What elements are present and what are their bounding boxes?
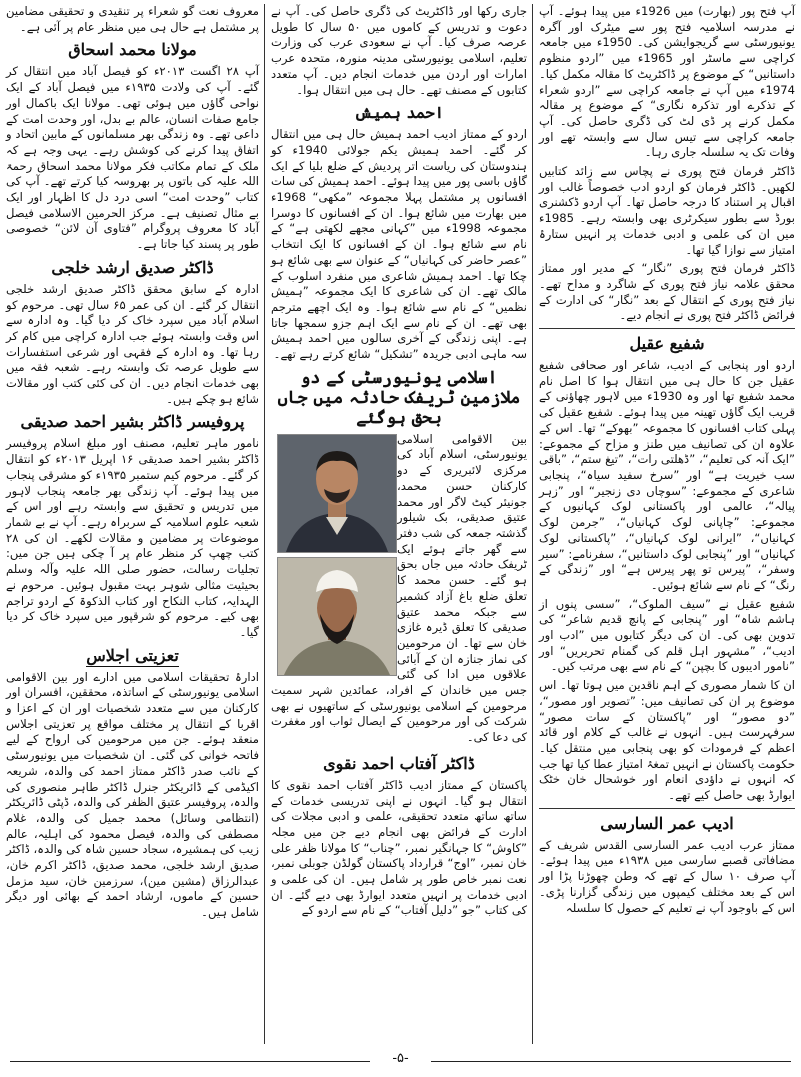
section-heading: ڈاکٹر صدیق ارشد خلجی [51,257,214,277]
section-heading: ادیب عمر السارسی [600,813,734,833]
section-heading: ڈاکٹر آفتاب احمد نقوی [323,753,475,773]
portrait-man-2-image [278,558,396,675]
paragraph: ممتاز عرب ادیب عمر السارسی القدس شریف کے مضافاتی قصبے سارسی میں ۱۹۳۸ء میں پیدا ہوئے۔ آپ صرف ۱۰ سال کے تھے کہ وطن چھوڑنا پڑا اور اس کے بعد مختلف کیمپوں میں زندگی گزارنا پڑی۔ اس کے باوجود آپ نے تعلیم کے حصول کا سلسلہ [539,837,795,915]
paragraph: ڈاکٹر فرمان فتح پوری نے پچاس سے زائد کتابیں لکھیں۔ ڈاکٹر فرمان کو اردو ادب خصوصاً غالب اور اقبال پر استناد کا درجہ حاصل تھا۔ آپ اردو ڈکشنری بورڈ سے بطور سیکرٹری بھی وابستہ رہے۔ 1985ء میں ان کی علمی و ادبی خدمات پر انہیں ستارۂ امتیاز سے نوازا گیا تھا۔ [539,164,795,257]
page-footer [0,1047,801,1077]
paragraph: ادارہ کے سابق محقق ڈاکٹر صدیق ارشد خلجی انتقال کر گئے۔ ان کی عمر ۶۵ سال تھی۔ مرحوم کو اسلام آباد میں سپرد خاک کر دیا گیا۔ وہ ادارہ سے اس وقت وابستہ ہوئے جب ادارہ کراچی میں کام کر رہا تھا۔ وہ ادارہ کے فقہی اور شرعی استفسارات سے طویل عرصہ تک وابستہ رہے۔ شعبہ فقہ میں بھی خدمات انجام دیں۔ ان کی کئی کتب اور مقالات شائع ہو چکے ہیں۔ [6,281,260,406]
paragraph: اردو اور پنجابی کے ادیب، شاعر اور صحافی شفیع عقیل جن کا حال ہی میں انتقال ہوا کا اصل نام محمد شفیع تھا اور وہ 1930ء میں لاہور چھاؤنی کے قریب ایک گاؤں تھینہ میں پیدا ہوئے۔ شفیع عقیل کی پہلی کتاب افسانوں کا مجموعہ ”بھوکے“ تھا۔ اس کے علاوہ ان کی تصانیف میں طنز و مزاح کے مجموعے: ”ایک آنہ کی تعلیم“، ”ڈھلتی رات“، ”تیغ ستم“، ”باقی سب خیریت ہے“ اور ”سرخ سفید سیاہ“، پنجابی شاعری کے مجموعے: ”سوچاں دی زنجیر“ اور ”زہر پیالہ“، عالمی اور پاکستانی لوک کہانیوں کے مجموعے: ”چاپانی لوک کہانیاں“، ”جرمن لوک کہانیاں“، ”ایرانی لوک کہانیاں“، ”پاکستانی لوک کہانیاں“ اور ”پنجابی لوک داستانیں“، سفرنامے: ”سیر وسفر“، ”پیرس تو پھر پیرس ہے“ اور ”زندگی کے رنگ“ کے نام سے شائع ہوئیں۔ [539,358,795,592]
paragraph: شفیع عقیل نے ”سیف الملوک“، ”سسی پنوں از ہاشم شاہ“ اور ”پنجابی کے پانچ قدیم شاعر“ کی تدوین بھی کی۔ ان کی دیگر کتابوں میں ”ادب اور ادیب“، ”مشہور اہل قلم کی گمنام تحریریں“ اور ”نامور ادیبوں کا بچپن“ کے نام سے بھی مرتب کیں۔ [539,596,795,674]
paragraph: اردو کے ممتاز ادیب احمد ہمیش حال ہی میں انتقال کر گئے۔ احمد ہمیش یکم جولائی 1940ء کو ہندوستان کی ریاست اتر پردیش کے ضلع بلیا کے ایک گاؤں باسی پور میں پیدا ہوئے۔ احمد ہمیش کی سات افسانوں پر مشتمل پہلا مجموعہ ”مکھی“ 1968ء میں بھارت میں شائع ہوا۔ ان کے افسانوں کا دوسرا مجموعہ 1998ء میں ”کہانی مجھے لکھتی ہے“ کے نام سے شائع ہوا۔ ان کے افسانوں کا ایک انتخاب ”عصر حاضر کی کہانیاں“ کے عنوان سے بھی شائع ہو چکا تھا۔ احمد ہمیش شاعری میں منفرد اسلوب کے مالک تھے۔ ان کی شاعری کا ایک مجموعہ ”ہمیش نظمیں“ کے نام سے شائع ہوا۔ وہ ایک اچھے مترجم بھی تھے۔ ان کے نام سے ایک اہم جزو سمجھا جاتا ہے۔ اپنی زندگی کے آخری سالوں میں احمد ہمیش سہ ماہی ادبی جریدہ ”تشکیل“ شائع کرتے رہے تھے۔ [271,127,527,362]
paragraph: نامور ماہر تعلیم، مصنف اور مبلغ اسلام پروفیسر ڈاکٹر بشیر احمد صدیقی ۱۶ اپریل ۲۰۱۳ء کو انتقال کر گئے۔ مرحوم کیم ستمبر ۱۹۳۵ء کو مشرقی پنجاب میں پیدا ہوئے۔ آپ زندگی بھر جامعہ پنجاب لاہور میں تدریس و تحقیق سے وابستہ رہے اور اس کے شعبہ علوم اسلامیہ کے سربراہ رہے۔ آپ نے بے شمار موضوعات پر مضامین و مقالات لکھے۔ ان کی ۲۸ کتب چھپ کر منظر عام پر آ چکی ہیں جن میں: تجلیات رسالت، حضور صلی اللہ علیہ وآلہ وسلم بحیثیت مثالی شوہر بہت مقبول ہوئیں۔ مرحوم نے الہدایہ، کتاب النکاح اور کتاب الذکوۃ کے اردو تراجم بھی کیے۔ مرحوم کو شرقپور میں سپرد خاک کر دیا گیا۔ [6,436,260,639]
paragraph: ڈاکٹر فرمان فتح پوری ”نگار“ کے مدیر اور ممتاز محقق علامہ نیاز فتح پوری کے شاگرد و مداح تھے۔ نیاز فتح پوری کے انتقال کے بعد ”نگار“ کی ادارت کے فرائض ڈاکٹر فتح پوری نے انجام دیے۔ [539,261,795,323]
section-heading-text: تعزیتی اجلاس [86,645,179,665]
paragraph: آپ ۲۸ اگست ۲۰۱۳ء کو فیصل آباد میں انتقال کر گئے۔ آپ کی ولادت ۱۹۳۵ء میں فیصل آباد کے ایک نواحی گاؤں میں ہوئی تھی۔ مولانا ایک باکمال اور جامع صفات انسان، عالم بے بدل، اور وحدت امت کے داعی تھے۔ وہ زندگی بھر مسلمانوں کے مابین اتحاد و اتفاق پیدا کرنے کی کوشش رہے۔ یہی وجہ ہے کہ ملک کے تمام مکاتب فکر مولانا محمد اسحاق رحمۃ اللہ علیہ کی باتوں پر بھروسہ کیا کرتے تھے۔ آپ کی کتاب ”وحدت امت“ اسی درد دل کا اظہار اور ایک بے مثال تصنیف ہے۔ مرکز الحرمین الاسلامی فیصل آباد کا معروف پروگرام ”فتاوی آن لائن“ خصوصی طور پر پسند کیا جاتا ہے۔ [6,64,260,252]
portrait-man-1-image [278,435,396,552]
portrait-photo [277,434,397,553]
page-number: -۵- [392,1051,409,1066]
photo-group [277,434,397,680]
column-middle [265,4,533,1044]
paragraph: معروف نعت گو شعراء پر تنقیدی و تحقیقی مضامین پر مشتمل ہے حال ہی میں منظر عام پر آئی ہے۔ [6,4,259,34]
section-heading: اسلامی یونیورسٹی کے دو ملازمین ٹریفک حادثہ میں جاں بحق ہوگئے [277,367,521,428]
section-heading [6,646,259,666]
paragraph: آپ فتح پور (بھارت) میں 1926ء میں پیدا ہوئے۔ آپ نے مدرسہ اسلامیہ فتح پور سے میٹرک اور آگرہ یونیورسٹی سے گریجوایشن کی۔ 1950ء میں جامعہ کراچی سے ماسٹر اور 1965ء میں ”اردو منظوم داستانیں“ کے موضوع پر ڈاکٹریٹ کا مقالہ مکمل کیا۔ 1974ء میں آپ نے جامعہ کراچی سے ”اردو شعراء کے تذکرے اور تذکرہ نگاری“ کے موضوع پر مقالہ مکمل کرنے پر ڈی لٹ کی ڈگری حاصل کی۔ آپ جامعہ کراچی سے تیس سال سے وابستہ تھے اور وفات تک یہ سلسلہ جاری رہا۔ [539,4,795,160]
section-heading: پروفیسر ڈاکٹر بشیر احمد صدیقی [20,412,245,432]
divider [539,328,795,329]
paragraph: ان کا شمار مصوری کے اہم ناقدین میں ہوتا تھا۔ اس موضوع پر ان کی تصانیف میں: ”تصویر اور مصور“، ”دو مصور“ اور ”پاکستان کے سات مصور“ سرفہرست ہیں۔ انہوں نے غالب کے کلام اور قائد اعظم کے فرمودات کو بھی پنجابی میں منتقل کیا۔ حکومت پاکستان نے انہیں تمغۂ امتیاز عطا کیا تھا جب کہ انہوں نے داؤدی انعام اور خوشحال خان خٹک ایوارڈ بھی حاصل کیے تھے۔ [539,678,795,803]
section-heading: مولانا محمد اسحاق [68,40,197,60]
section-heading: شفیع عقیل [629,334,705,354]
divider [539,808,795,809]
paragraph: بین الاقوامی اسلامی یونیورسٹی، اسلام آباد کی مرکزی لائبریری کے دو کارکنان حسن محمد، جونیئر کیٹ لاگر اور محمد عتیق صدیقی، بک شیلور گذشتہ جمعہ کی شب دفتر سے گھر جاتے ہوئے ایک ٹریفک حادثہ میں جاں بحق ہو گئے۔ حسن محمد کا تعلق ضلع باغ آزاد کشمیر سے جبکہ محمد عتیق صدیقی کا تعلق ڈیرہ غازی خان سے تھا۔ ان مرحومین کی نماز جنازہ ان کے آبائی علاقوں میں ادا کی گئی جس میں خاندان کے افراد، عمائدین شہر سمیت مرحومین کے اسلامی یونیورسٹی کے ساتھیوں نے بھی شرکت کی اور مرحومین کے ایصال ثواب اور مغفرت کی دعا کی۔ [271,431,527,745]
column-right [533,4,801,1044]
section-heading: احمد ہمیش [354,103,444,123]
column-left [0,4,265,1044]
paragraph: ادارۂ تحقیقات اسلامی میں ادارے اور بین الاقوامی اسلامی یونیورسٹی کے اساتذہ، محققین، افسران اور کارکنان میں سے متعدد شخصیات اور ان کے اعزا و اقربا کے انتقال پر مختلف مواقع پر تعزیتی اجلاس منعقد ہوئے۔ جن میں مرحومین کی ارواح کے لیے فاتحہ خوانی کی گئی۔ ان شخصیات میں یونیورسٹی کے نائب صدر ڈاکٹر ممتاز احمد کی والدہ، شریعہ اکیڈمی کے ڈائریکٹر جنرل ڈاکٹر طاہر منصوری کی والدہ، پروفیسر عتیق الظفر کی والدہ، ڈپٹی ڈائریکٹر (انتظامی وسائل) محمد جمیل کی والدہ، غلام مصطفی کی والدہ، فیصل محمود کی اہلیہ، عالم زیب کی ہمشیرہ، سجاد حسین شاہ کی والدہ، ڈاکٹر صدیق ارشد خلجی، محمد صدیق، ڈاکٹر اکرم خان، عبدالرزاق (مشین مین)، سرزمین خان، سید مزمل حسین کے ماموں، ارشاد احمد کے بھائی اور دیگر شامل ہیں۔ [6,669,259,920]
paragraph: جاری رکھا اور ڈاکٹریٹ کی ڈگری حاصل کی۔ آپ نے دعوت و تدریس کے کاموں میں ۵۰ سال کا طویل عرصہ صرف کیا۔ آپ نے سعودی عرب کی وزارت تعلیم، اسلامی یونیورسٹی مدینہ منورہ، متحدہ عرب امارات اور اردن میں خدمات انجام دیں۔ آپ متعدد کتابوں کے مصنف تھے۔ حال ہی میں انتقال ہوا۔ [271,4,527,97]
portrait-photo [277,557,397,676]
paragraph: پاکستان کے ممتاز ادیب ڈاکٹر آفتاب احمد نقوی کا انتقال ہو گیا۔ انہوں نے اپنی تدریسی خدمات کے ساتھ ساتھ متعدد تحقیقی، علمی و ادبی مجلات کی ادارت کے فرائض بھی انجام دیے جن میں مجلہ ”کاوش“ کا جہانگیر نمبر، ”چناب“ کا مولانا ظفر علی خان نمبر، ”اوج“ قرارداد پاکستان گولڈن جوبلی نمبر، نعت نمبر خاص طور پر شامل ہیں۔ ان کی علمی و ادبی خدمات پر انہیں متعدد ایوارڈ بھی دیے گئے۔ ان کی کتاب ”جو ”دلیل آفتاب“ کے نام سے اردو کے [271,777,527,918]
